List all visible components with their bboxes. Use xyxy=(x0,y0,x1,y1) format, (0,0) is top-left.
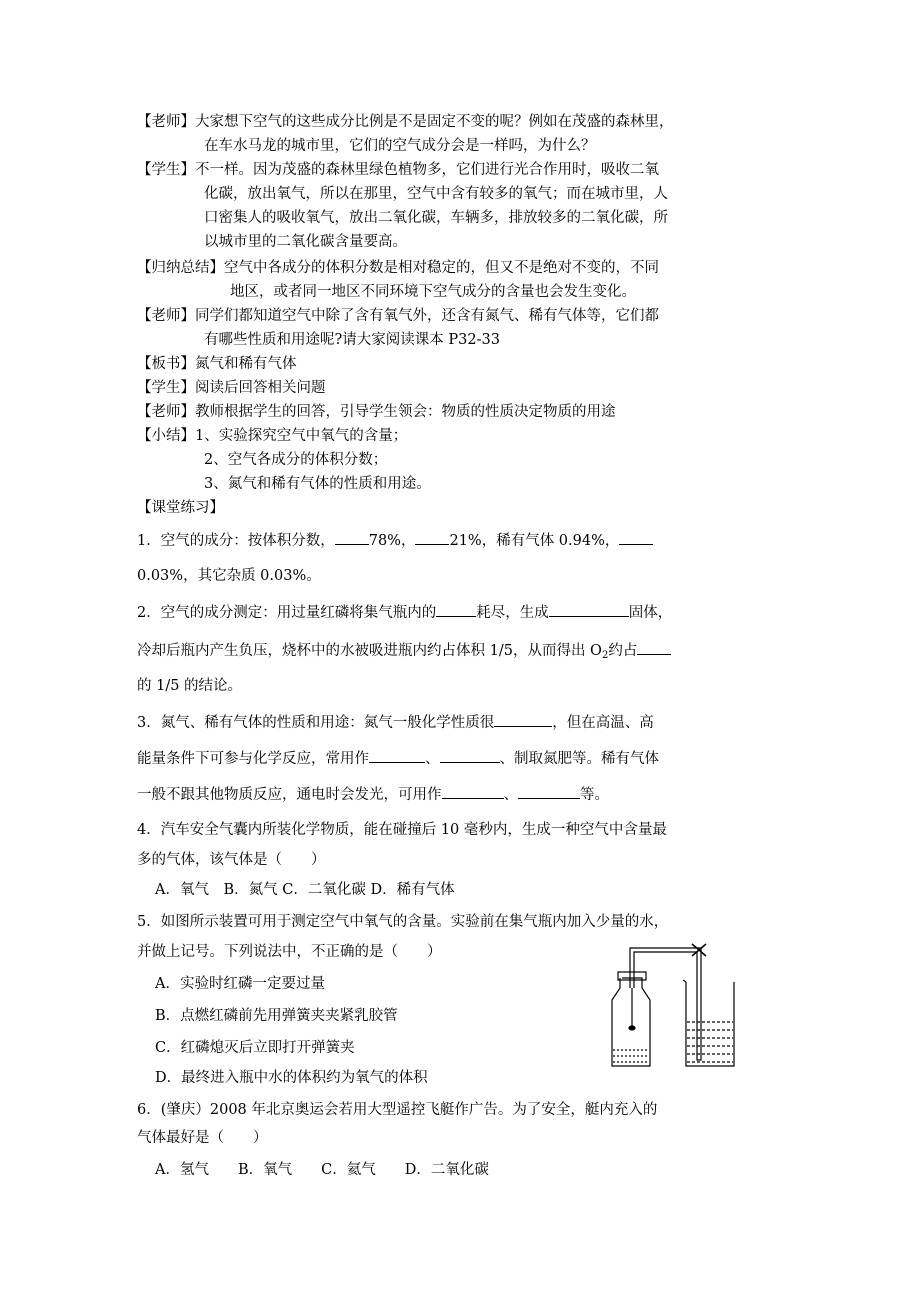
question-2b: 冷却后瓶内产生负压，烧杯中的水被吸进瓶内约占体积 1/5，从而得出 $O_2$约占 xyxy=(137,640,671,666)
conclusion-item-3: 3、氮气和稀有气体的性质和用途。 xyxy=(204,476,431,492)
student-line-1d: 以城市里的二氧化碳含量要高。 xyxy=(204,234,407,250)
teacher-line-1: 【老师】大家想下空气的这些成分比例是不是固定不变的呢？例如在茂盛的森林里， xyxy=(137,114,674,130)
question-4-options: A．氧气 B．氮气 C．二氧化碳 D．稀有气体 xyxy=(155,882,455,898)
question-5-option-c: C．红磷熄灭后立即打开弹簧夹 xyxy=(155,1040,355,1056)
question-2: 2．空气的成分测定：用过量红磷将集气瓶内的 耗尽，生成 固体， xyxy=(137,602,672,623)
question-5: 5．如图所示装置可用于测定空气中氧气的含量。实验前在集气瓶内加入少量的水， xyxy=(137,914,669,930)
board-line: 【板书】氮气和稀有气体 xyxy=(137,356,297,372)
conclusion-line: 【小结】1、实验探究空气中氧气的含量； xyxy=(137,428,408,444)
conclusion-item-2: 2、空气各成分的体积分数； xyxy=(204,452,388,468)
student-line-1b: 化碳，放出氧气，所以在那里，空气中含有较多的氧气；而在城市里，人 xyxy=(204,186,668,202)
teacher-line-2: 【老师】同学们都知道空气中除了含有氧气外，还含有氮气、稀有气体等，它们都 xyxy=(137,308,659,324)
answer-blank[interactable] xyxy=(335,530,369,545)
student-line-1c: 口密集人的吸收氧气，放出二氧化碳，车辆多，排放较多的二氧化碳，所 xyxy=(204,210,668,226)
summary-line: 【归纳总结】空气中各成分的体积分数是相对稳定的，但又不是绝对不变的，不同 xyxy=(137,260,659,276)
question-6: 6．(肇庆）2008 年北京奥运会若用大型遥控飞艇作广告。为了安全，艇内充入的 xyxy=(137,1102,658,1118)
speaker-tag: 【归纳总结】 xyxy=(137,260,224,276)
question-3b: 能量条件下可参与化学反应，常用作 、 、制取氮肥等。稀有气体 xyxy=(137,748,659,769)
question-1: 1．空气的成分：按体积分数， 78%， 21%，稀有气体 0.94%， xyxy=(137,530,653,551)
question-3: 3．氮气、稀有气体的性质和用途：氮气一般化学性质很 ，但在高温、高 xyxy=(137,712,654,733)
question-4b: 多的气体，该气体是（ ） xyxy=(137,852,326,868)
answer-blank[interactable] xyxy=(436,602,476,617)
question-1b: 0.03%，其它杂质 0.03%。 xyxy=(137,568,321,584)
teacher-line-1b: 在车水马龙的城市里，它们的空气成分会是一样吗，为什么？ xyxy=(204,138,596,154)
summary-line-b: 地区，或者同一地区不同环境下空气成分的含量也会发生变化。 xyxy=(230,284,636,300)
gas-bottle xyxy=(612,978,650,1066)
speaker-tag: 【老师】 xyxy=(137,114,195,130)
answer-blank[interactable] xyxy=(637,640,671,655)
teacher-line-2b: 有哪些性质和用途呢?请大家阅读课本 P32-33 xyxy=(204,332,500,348)
speaker-tag: 【小结】 xyxy=(137,428,195,444)
question-6b: 气体最好是（ ） xyxy=(137,1130,268,1146)
question-6-options: A．氢气 B．氧气 C．氦气 D．二氧化碳 xyxy=(155,1162,489,1178)
answer-blank[interactable] xyxy=(440,748,500,763)
apparatus-diagram xyxy=(606,942,740,1072)
answer-blank[interactable] xyxy=(415,530,449,545)
glass-tube xyxy=(630,948,701,988)
question-5b: 并做上记号。下列说法中，不正确的是（ ） xyxy=(137,944,442,960)
question-4: 4．汽车安全气囊内所装化学物质，能在碰撞后 10 毫秒内，生成一种空气中含量最 xyxy=(137,822,667,838)
question-5-option-a: A．实验时红磷一定要过量 xyxy=(155,976,325,992)
answer-blank[interactable] xyxy=(369,748,425,763)
speaker-tag: 【老师】 xyxy=(137,404,195,420)
answer-blank[interactable] xyxy=(442,784,504,799)
question-2c: 的 1/5 的结论。 xyxy=(137,678,243,694)
speaker-tag: 【老师】 xyxy=(137,308,195,324)
answer-blank[interactable] xyxy=(619,530,653,545)
answer-blank[interactable] xyxy=(518,784,580,799)
student-line-1: 【学生】不一样。因为茂盛的森林里绿色植物多，它们进行光合作用时，吸收二氧 xyxy=(137,162,659,178)
speaker-tag: 【板书】 xyxy=(137,356,195,372)
answer-blank[interactable] xyxy=(494,712,552,727)
speaker-tag: 【学生】 xyxy=(137,380,195,396)
answer-blank[interactable] xyxy=(549,602,629,617)
glass-tube-inner xyxy=(634,952,697,988)
spring-clamp xyxy=(692,944,706,956)
question-5-option-d: D．最终进入瓶中水的体积约为氧气的体积 xyxy=(155,1070,428,1086)
speaker-tag: 【学生】 xyxy=(137,162,195,178)
exercise-title: 【课堂练习】 xyxy=(137,500,224,516)
question-3c: 一般不跟其他物质反应，通电时会发光，可用作 、 等。 xyxy=(137,784,609,805)
student-line-2: 【学生】阅读后回答相关问题 xyxy=(137,380,326,396)
teacher-line-3: 【老师】教师根据学生的回答，引导学生领会：物质的性质决定物质的用途 xyxy=(137,404,616,420)
question-5-option-b: B．点燃红磷前先用弹簧夹夹紧乳胶管 xyxy=(155,1008,398,1024)
